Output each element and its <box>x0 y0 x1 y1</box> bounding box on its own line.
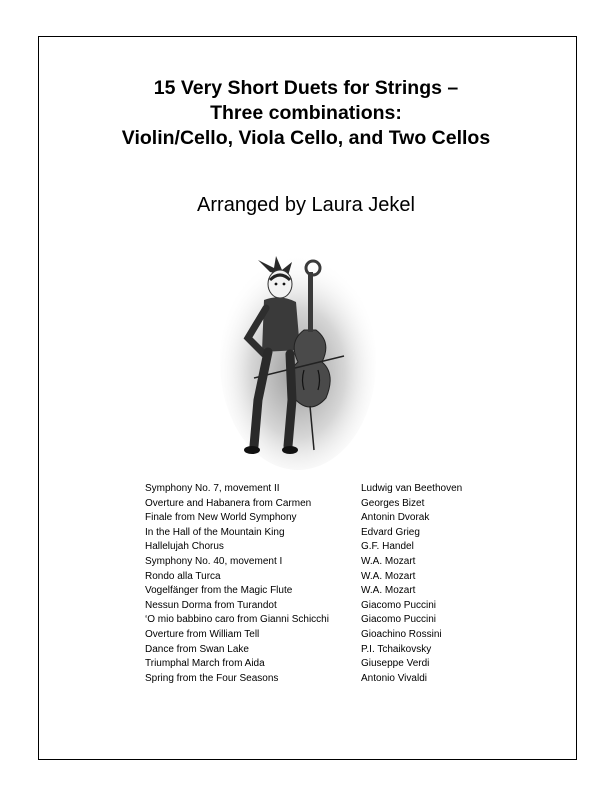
list-item <box>145 613 485 628</box>
piece-composer: Ludwig van Beethoven <box>361 483 463 494</box>
list-item <box>145 643 485 658</box>
list-item <box>145 540 485 555</box>
list-item <box>145 584 485 599</box>
list-item <box>145 672 485 687</box>
piece-composer: Gioachino Rossini <box>361 628 442 640</box>
piece-title: ‘O mio babbino caro from Gianni Schicchi <box>145 614 329 626</box>
piece-composer: Giacomo Puccini <box>361 614 437 626</box>
list-item <box>145 511 485 526</box>
piece-composer: Giuseppe Verdi <box>361 658 430 670</box>
list-item <box>145 628 485 643</box>
piece-title: Spring from the Four Seasons <box>145 672 279 684</box>
list-item <box>145 526 485 541</box>
piece-composer: G.F. Handel <box>361 541 414 553</box>
cellist-illustration <box>218 250 378 470</box>
piece-composer: Georges Bizet <box>361 497 425 509</box>
list-item <box>145 599 485 614</box>
page-title <box>0 76 612 151</box>
piece-composer: Antonin Dvorak <box>361 512 430 524</box>
piece-title: Overture and Habanera from Carmen <box>145 497 312 509</box>
piece-composer: P.I. Tchaikovsky <box>361 643 432 655</box>
piece-composer: W.A. Mozart <box>361 585 416 597</box>
piece-composer: Antonio Vivaldi <box>361 672 427 684</box>
piece-title: In the Hall of the Mountain King <box>145 526 285 538</box>
piece-title: Hallelujah Chorus <box>145 541 224 553</box>
title-line-1: 15 Very Short Duets for Strings – <box>153 77 459 99</box>
list-item <box>145 657 485 672</box>
piece-composer: W.A. Mozart <box>361 555 416 567</box>
piece-composer: Edvard Grieg <box>361 526 420 538</box>
piece-title: Vogelfänger from the Magic Flute <box>145 585 293 597</box>
piece-title: Symphony No. 40, movement I <box>145 555 283 567</box>
piece-title: Overture from William Tell <box>145 628 260 640</box>
arranger-credit: Arranged by Laura Jekel <box>197 194 415 216</box>
piece-title: Rondo alla Turca <box>145 570 221 582</box>
title-line-2: Three combinations: <box>210 102 402 124</box>
list-item <box>145 555 485 570</box>
list-item <box>145 570 485 585</box>
list-item <box>145 482 485 497</box>
list-item <box>145 497 485 512</box>
piece-composer: W.A. Mozart <box>361 570 416 582</box>
piece-title: Nessun Dorma from Turandot <box>145 599 277 611</box>
piece-title: Finale from New World Symphony <box>145 512 297 524</box>
piece-list <box>145 482 485 686</box>
piece-title: Dance from Swan Lake <box>145 643 249 655</box>
piece-title: Symphony No. 7, movement II <box>145 483 280 494</box>
title-line-3: Violin/Cello, Viola Cello, and Two Cellos <box>121 127 491 149</box>
piece-title: Triumphal March from Aida <box>145 658 265 670</box>
piece-composer: Giacomo Puccini <box>361 599 437 611</box>
